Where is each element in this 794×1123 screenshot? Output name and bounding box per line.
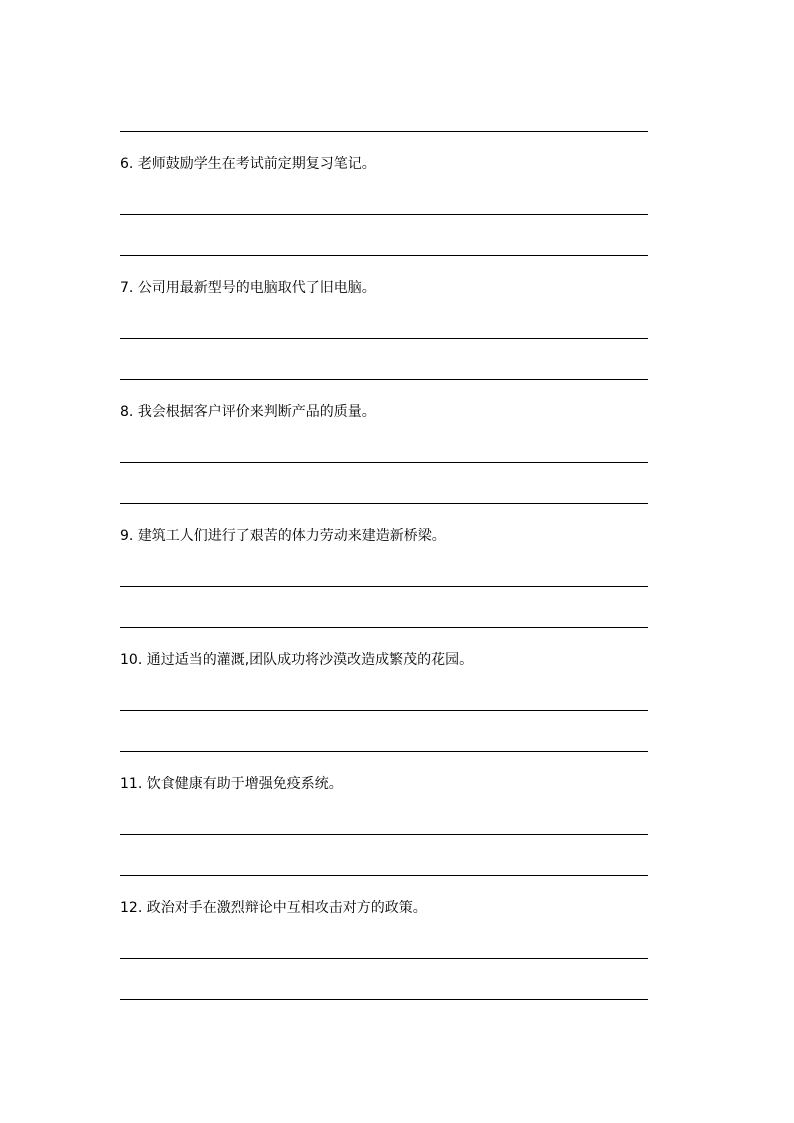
- question-text: 建筑工人们进行了艰苦的体力劳动来建造新桥梁。: [137, 528, 446, 544]
- answer-line: [120, 958, 648, 959]
- question-number: 7.: [120, 280, 134, 296]
- question-8: [120, 403, 660, 421]
- question-number: 6.: [120, 156, 134, 172]
- answer-line: [120, 214, 648, 215]
- answer-line: [120, 462, 648, 463]
- question-number: 8.: [120, 404, 134, 420]
- question-text: 老师鼓励学生在考试前定期复习笔记。: [137, 156, 376, 172]
- question-text: 饮食健康有助于增强免疫系统。: [146, 776, 343, 792]
- answer-line: [120, 586, 648, 587]
- question-number: 9.: [120, 528, 134, 544]
- answer-line: [120, 627, 648, 628]
- answer-line: [120, 710, 648, 711]
- answer-line: [120, 999, 648, 1000]
- question-11: [120, 775, 660, 793]
- question-12: [120, 899, 660, 917]
- question-10: [120, 651, 660, 669]
- answer-line: [120, 875, 648, 876]
- answer-line: [120, 834, 648, 835]
- question-text: 政治对手在激烈辩论中互相攻击对方的政策。: [146, 900, 427, 916]
- question-6: [120, 155, 660, 173]
- question-number: 10.: [120, 652, 143, 668]
- question-number: 11.: [120, 776, 143, 792]
- question-9: [120, 527, 660, 545]
- answer-line: [120, 379, 648, 380]
- question-number: 12.: [120, 900, 143, 916]
- answer-line: [120, 131, 648, 132]
- answer-line: [120, 255, 648, 256]
- question-text: 公司用最新型号的电脑取代了旧电脑。: [137, 280, 376, 296]
- question-7: [120, 279, 660, 297]
- question-text: 通过适当的灌溉,团队成功将沙漠改造成繁茂的花园。: [146, 652, 474, 668]
- answer-line: [120, 503, 648, 504]
- question-text: 我会根据客户评价来判断产品的质量。: [137, 404, 376, 420]
- answer-line: [120, 751, 648, 752]
- answer-line: [120, 338, 648, 339]
